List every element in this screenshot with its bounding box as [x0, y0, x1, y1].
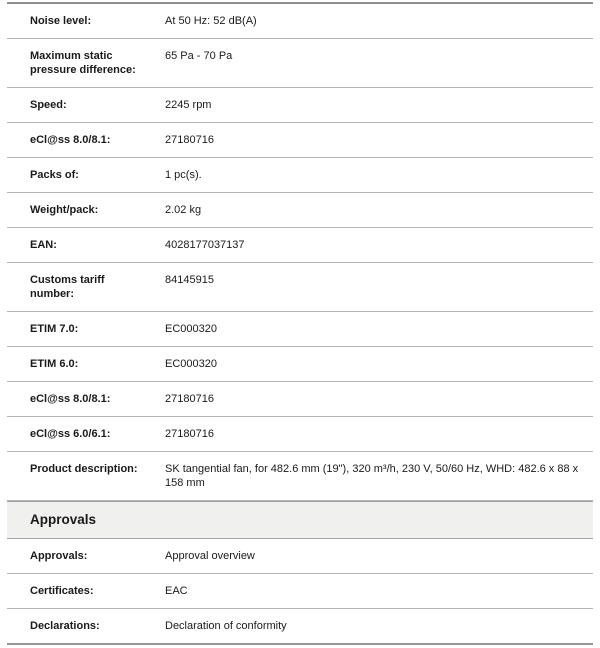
spec-label: Maximum static pressure difference: [30, 50, 136, 76]
spec-value: Declaration of conformity [165, 620, 287, 632]
specifications-table [7, 2, 593, 501]
spec-row [7, 312, 593, 347]
spec-row [7, 609, 593, 645]
spec-label: eCl@ss 6.0/6.1: [30, 428, 111, 440]
spec-sheet [7, 2, 593, 645]
spec-row [7, 574, 593, 609]
spec-row [7, 382, 593, 417]
spec-label: Customs tariff number: [30, 274, 105, 300]
spec-row [7, 123, 593, 158]
spec-row [7, 228, 593, 263]
spec-value: 2245 rpm [165, 99, 212, 111]
spec-value: 65 Pa - 70 Pa [165, 50, 233, 62]
spec-row [7, 452, 593, 501]
spec-label: Declarations: [30, 620, 100, 632]
spec-value: 84145915 [165, 274, 214, 286]
spec-value: EC000320 [165, 358, 217, 370]
spec-value: 27180716 [165, 134, 214, 146]
spec-label: ETIM 7.0: [30, 323, 79, 335]
spec-label: ETIM 6.0: [30, 358, 79, 370]
approvals-table [7, 539, 593, 645]
spec-row [7, 417, 593, 452]
spec-label: Packs of: [30, 169, 79, 181]
spec-label: Product description: [30, 463, 138, 475]
spec-row [7, 193, 593, 228]
spec-value: 27180716 [165, 428, 214, 440]
spec-row [7, 347, 593, 382]
spec-label: Noise level: [30, 15, 92, 27]
spec-row [7, 539, 593, 574]
spec-row [7, 39, 593, 88]
spec-label: Speed: [30, 99, 67, 111]
spec-label: Weight/pack: [30, 204, 99, 216]
spec-value: 2.02 kg [165, 204, 202, 216]
spec-label: Approvals: [30, 550, 88, 562]
spec-value: EC000320 [165, 323, 217, 335]
spec-row [7, 158, 593, 193]
spec-value: 4028177037137 [165, 239, 245, 251]
spec-row [7, 263, 593, 312]
spec-label: EAN: [30, 239, 57, 251]
spec-value: Approval overview [165, 550, 255, 562]
spec-row [7, 4, 593, 39]
spec-value: At 50 Hz: 52 dB(A) [165, 15, 257, 27]
spec-value: 1 pc(s). [165, 169, 202, 181]
spec-value: SK tangential fan, for 482.6 mm (19"), 320 m³/h, 230 V, 50/60 Hz, WHD: 482.6 x 88 x 158 mm [165, 463, 579, 489]
approvals-section-header: Approvals [7, 501, 593, 539]
spec-label: Certificates: [30, 585, 94, 597]
spec-label: eCl@ss 8.0/8.1: [30, 134, 111, 146]
spec-value: EAC [165, 585, 188, 597]
spec-value: 27180716 [165, 393, 214, 405]
spec-row [7, 88, 593, 123]
spec-label: eCl@ss 8.0/8.1: [30, 393, 111, 405]
